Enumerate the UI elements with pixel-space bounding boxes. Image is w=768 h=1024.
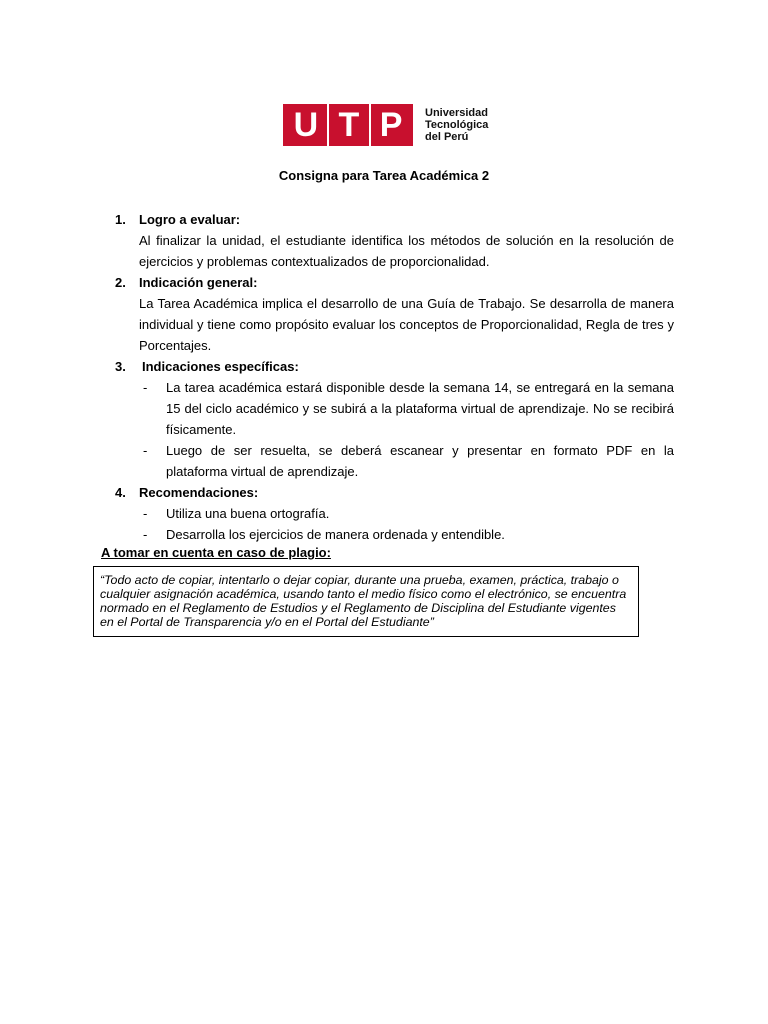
university-name [425,107,488,143]
logo-letter-t: T [338,106,360,144]
bullet-text: Utiliza una buena ortografía. [166,506,330,521]
section-heading: Recomendaciones: [139,485,259,500]
section-recomendaciones [115,482,674,503]
bullet-dash: - [143,527,148,542]
bullet-item [115,524,674,545]
bullet-text: Desarrolla los ejercicios de manera ordenada y entendible. [166,527,505,542]
university-name-line: Universidad [425,107,488,119]
document-title: Consigna para Tarea Académica 2 [278,168,490,183]
logo-separator [369,104,371,146]
section-heading: Indicación general: [139,275,258,290]
bullet-dash: - [143,380,148,395]
section-heading: Indicaciones específicas: [142,359,299,374]
plagiarism-notice-text: “Todo acto de copiar, intentarlo o dejar copiar, durante una prueba, examen, práctica, trabajo o cualquier asignación académica, usando tanto el medio físico como el electrónico, se encuentra normado en el Reglamento de Estudios y el Reglamento de Disciplina del Estudiante vigentes en el Portal de Transparencia y/o en el Portal del Estudiante” [100,573,627,629]
utp-logo [283,104,488,146]
bullet-item [115,503,674,524]
bullet-text: La tarea académica estará disponible desde la semana 14, se entregará en la semana 15 del ciclo académico y se subirá a la plataforma virtual de aprendizaje. No se recibirá físicamente. [166,380,674,437]
bullet-text: Luego de ser resuelta, se deberá escanear y presentar en formato PDF en la plataforma virtual de aprendizaje. [166,443,674,479]
bullet-dash: - [143,506,148,521]
section-number: 1. [115,212,126,227]
bullet-dash: - [143,443,148,458]
instructions-list [115,209,674,545]
section-indicacion-general [115,272,674,293]
utp-logo-mark [283,104,413,146]
logo-letter-p: P [379,106,403,144]
section-indicaciones-especificas [115,356,674,377]
section-body: La Tarea Académica implica el desarrollo de una Guía de Trabajo. Se desarrolla de manera individual y tiene como propósito evaluar los conceptos de Proporcionalidad, Regla de tres y Porcentajes. [139,296,674,353]
section-number: 2. [115,275,126,290]
bullet-item [115,377,674,440]
section-body: Al finalizar la unidad, el estudiante identifica los métodos de solución en la resolución de ejercicios y problemas contextualizados de proporcionalidad. [139,233,674,269]
logo-separator [327,104,329,146]
section-number: 3. [115,359,126,374]
logo-letter-u: U [293,106,319,144]
section-heading: Logro a evaluar: [139,212,241,227]
section-logro [115,209,674,230]
university-name-line: Tecnológica [425,119,489,131]
plagiarism-notice-box [93,566,639,637]
plagiarism-heading: A tomar en cuenta en caso de plagio: [101,545,331,560]
university-name-line: del Perú [425,131,469,143]
bullet-item [115,440,674,482]
section-number: 4. [115,485,126,500]
